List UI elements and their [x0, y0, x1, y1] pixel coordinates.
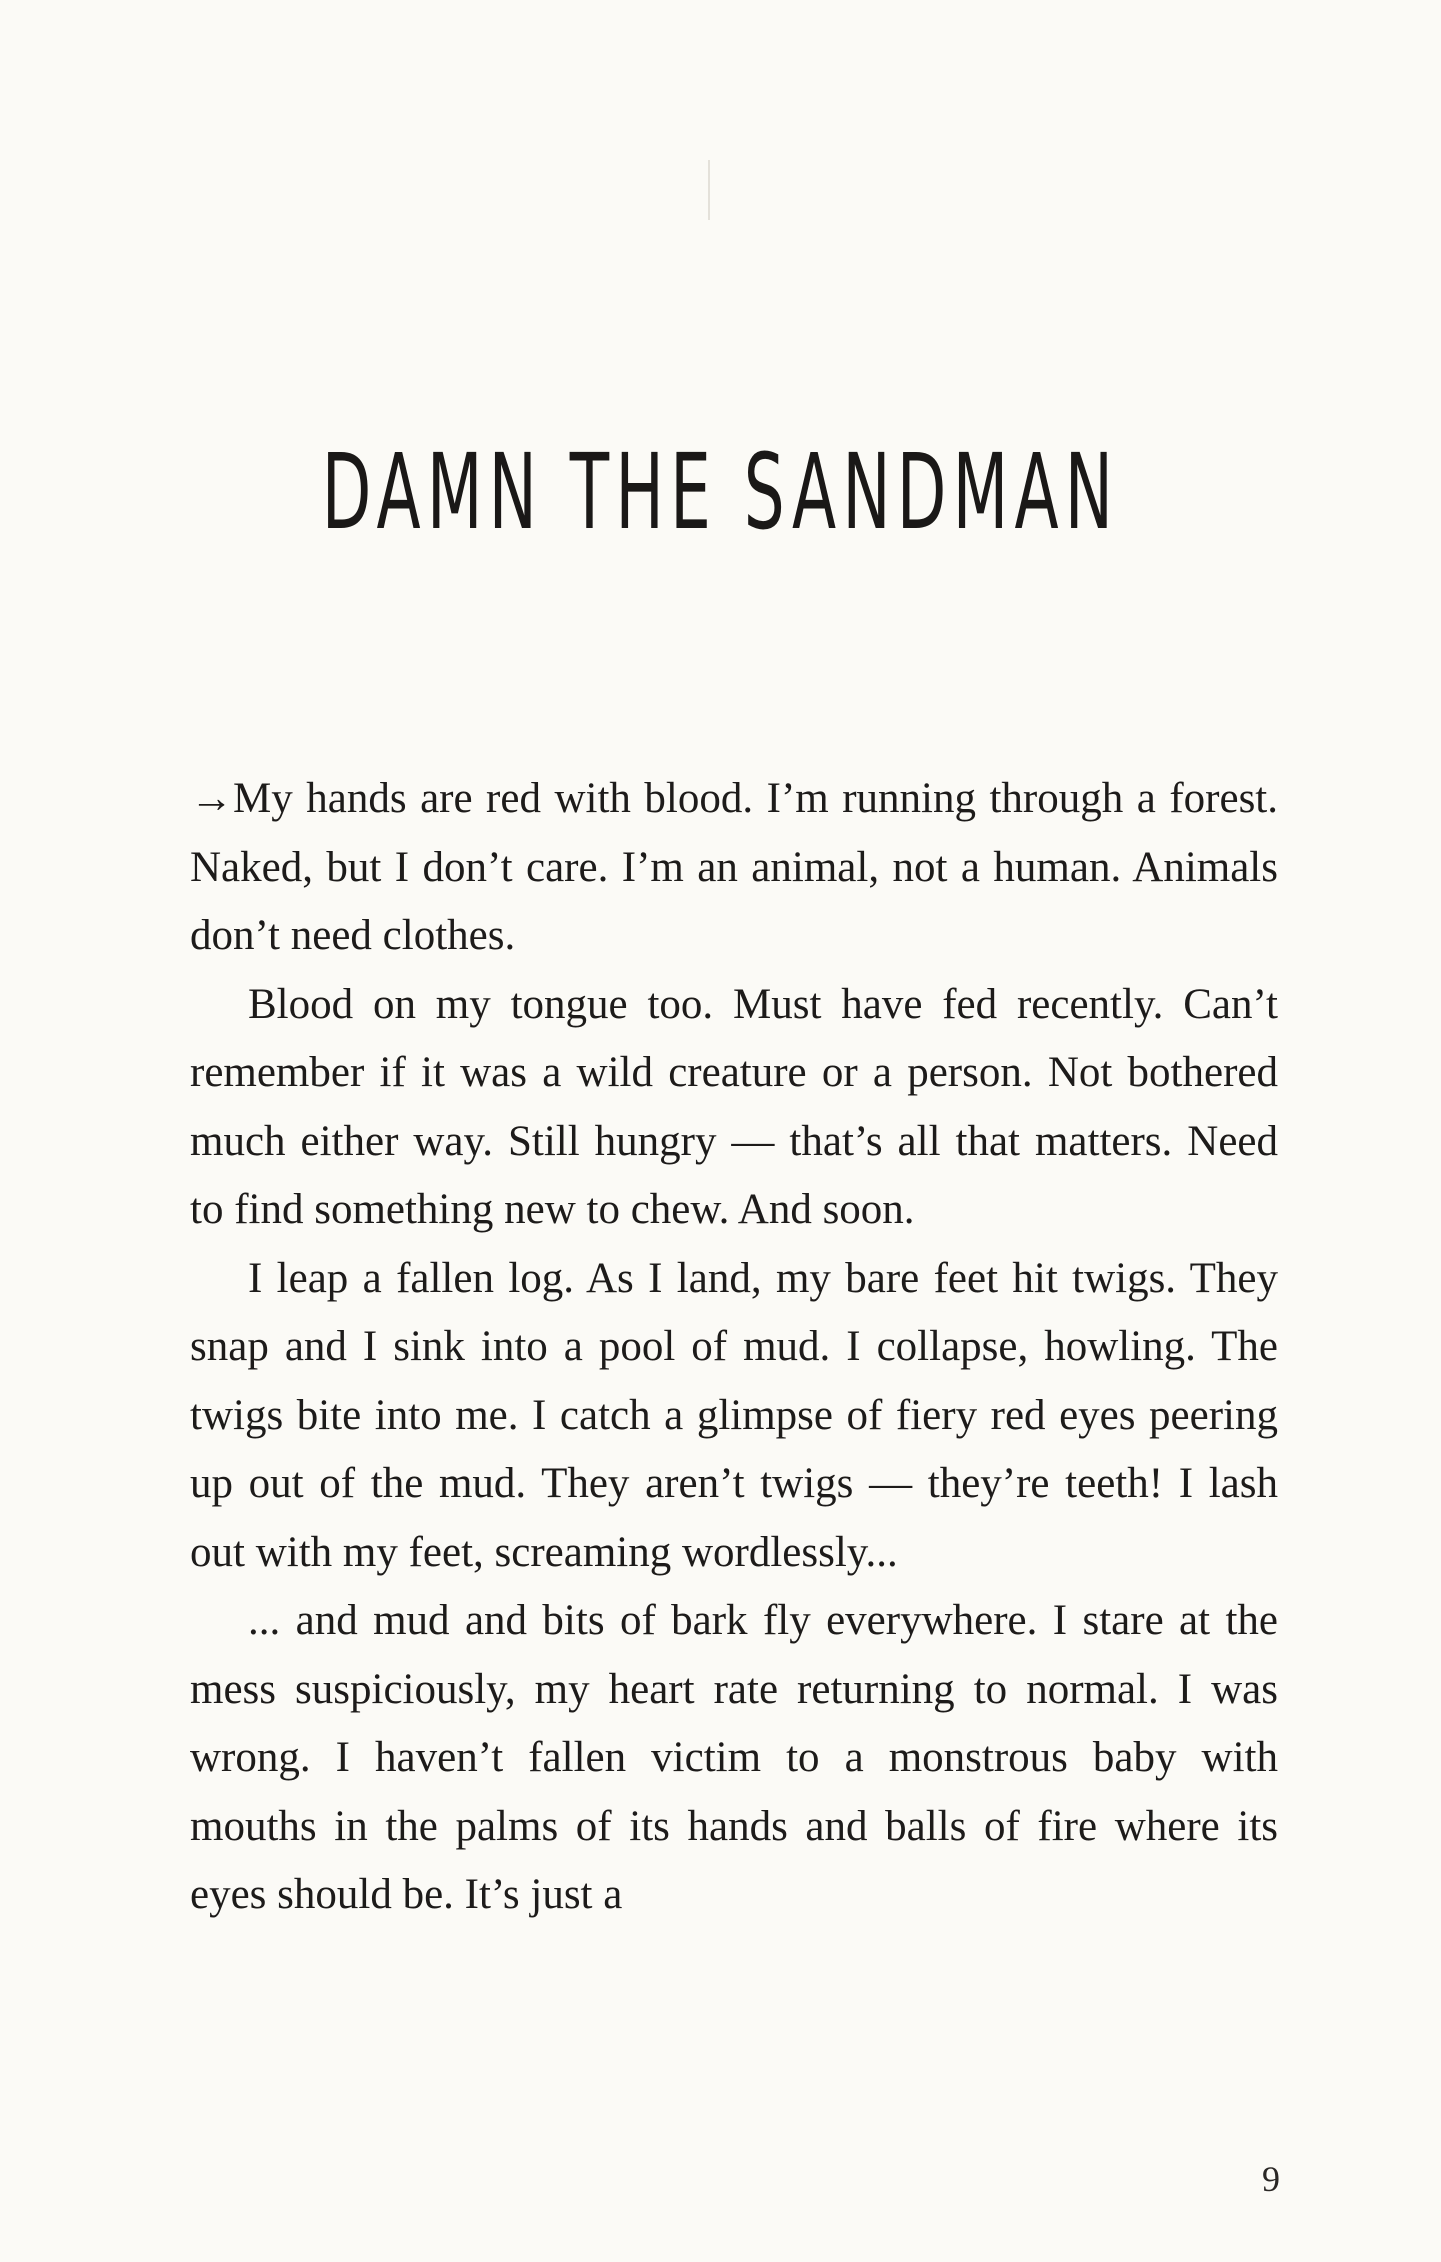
paragraph-3: I leap a fallen log. As I land, my bare feet hit twigs. They snap and I sink into a pool of mud. I collapse, howling. The twigs bite into me. I catch a glimpse of fiery red eyes peering up out of the mud. They aren’t twigs — they’re teeth! I lash out with my feet, screaming wordlessly... [190, 1254, 1278, 1576]
paper-mark [708, 160, 710, 220]
page-number: 9 [1262, 2159, 1280, 2199]
paragraph-1: →My hands are red with blood. I’m running through a forest. Naked, but I don’t care. I’m an animal, not a human. Animals don’t need clothes. [190, 775, 1278, 959]
paragraph-2: Blood on my tongue too. Must have fed recently. Can’t remember if it was a wild creature or a person. Not bothered much either way. Still hungry — that’s all that matters. Need to find something new to chew. And soon. [190, 980, 1278, 1233]
paragraph-4: ... and mud and bits of bark fly everywhere. I stare at the mess suspiciously, my heart rate returning to normal. I was wrong. I haven’t fallen victim to a monstrous baby with mouths in the palms of its hands and balls of fire where its eyes should be. It’s just a [190, 1597, 1278, 1918]
chapter-body [190, 765, 1278, 1930]
chapter-title: DAMN THE SANDMAN [321, 431, 1120, 553]
